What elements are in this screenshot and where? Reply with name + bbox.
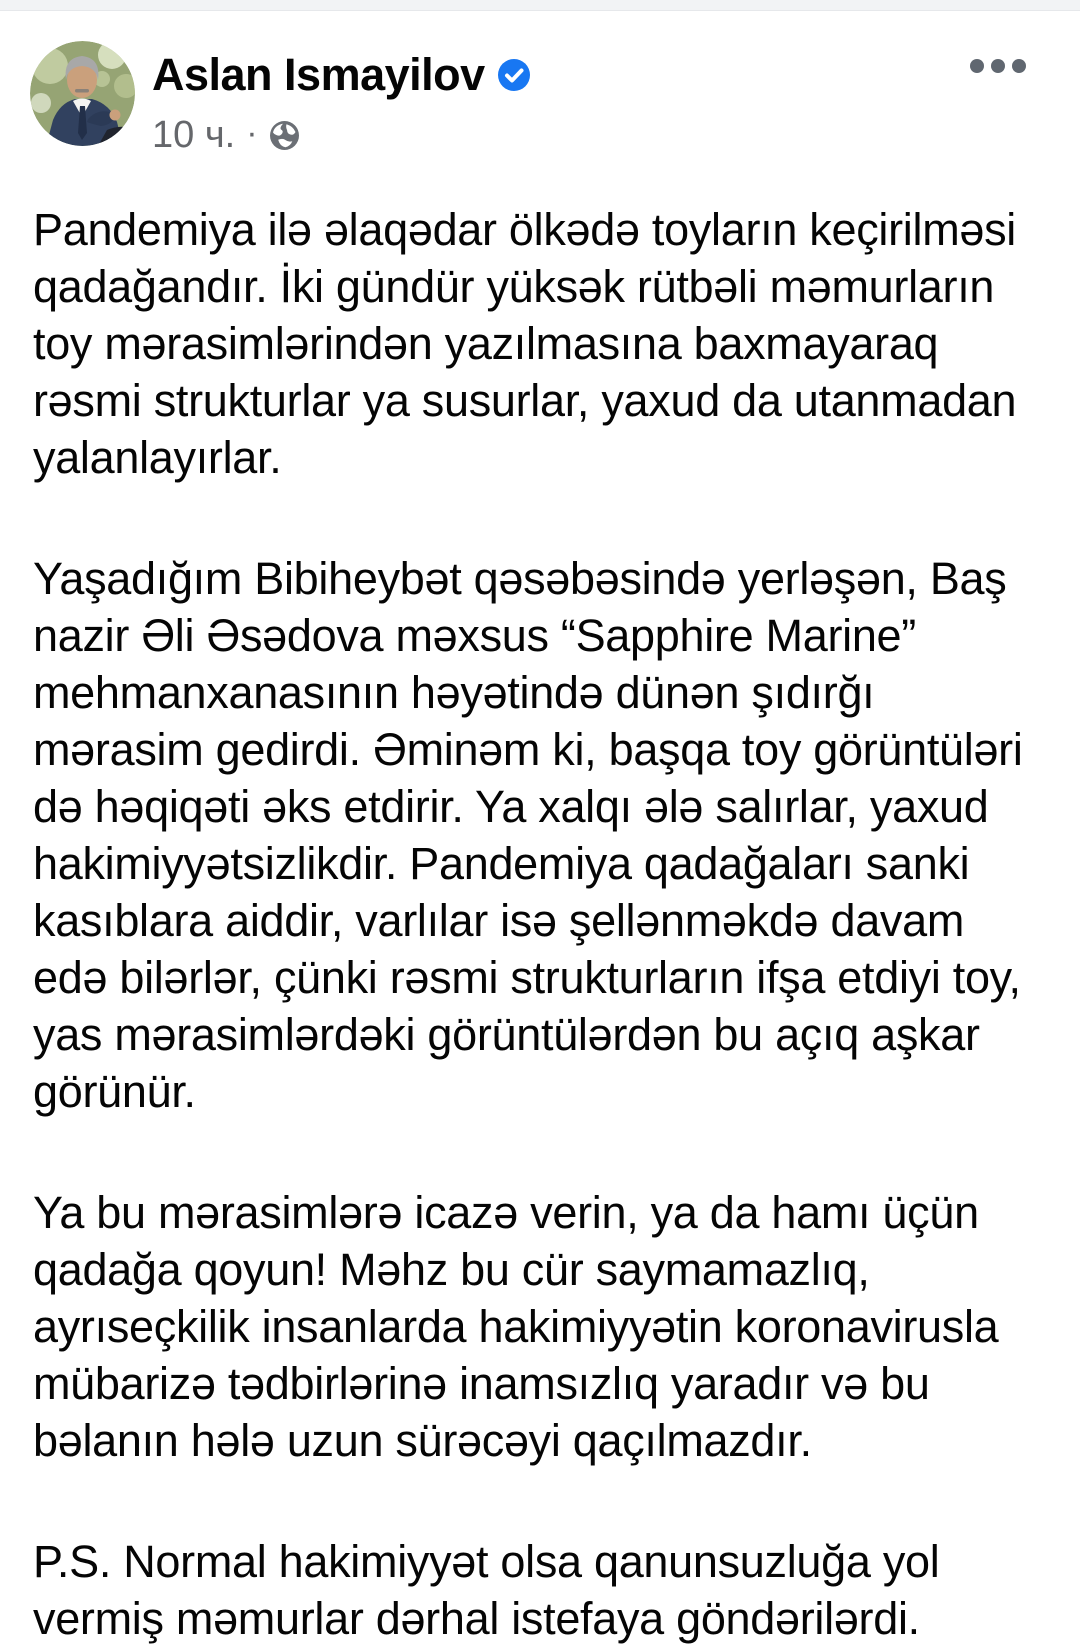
header-text-block (152, 41, 531, 157)
timestamp[interactable]: 10 ч. (152, 114, 236, 156)
ellipsis-dot (1012, 59, 1026, 73)
post-paragraph: Pandemiya ilə əlaqədar ölkədə toyların keçirilməsi qadağandır. İki gündür yüksək rütbəli məmurların toy mərasimlərindən yazılmasına baxmayaraq rəsmi strukturlar ya susurlar, yaxud da utanmadan yalanlayırlar. (33, 204, 1017, 483)
avatar[interactable] (30, 41, 135, 146)
post-paragraph: P.S. Normal hakimiyyət olsa qanunsuzluğa yol vermiş məmurlar dərhal istefaya göndərilərdi. (33, 1536, 940, 1644)
post-header (0, 11, 1080, 157)
ellipsis-dot (970, 59, 984, 73)
author-name[interactable]: Aslan Ismayilov (152, 49, 485, 100)
facebook-post (0, 11, 1080, 1644)
ellipsis-dot (991, 59, 1005, 73)
card-top-edge (0, 0, 1080, 11)
globe-privacy-icon (269, 120, 300, 151)
verified-badge-icon (497, 58, 531, 92)
meta-separator: · (246, 114, 258, 152)
post-paragraph: Ya bu mərasimlərə icazə verin, ya da hamı üçün qadağa qoyun! Məhz bu cür saymamazlıq, ayrıseçkilik insanlarda hakimiyyətin koronavirusla mübarizə tədbirlərinə inamsızlıq yaradır və bu bəlanın hələ uzun sürəcəyi qaçılmazdır. (33, 1187, 999, 1466)
post-options-button[interactable] (964, 53, 1032, 79)
post-meta-row (152, 113, 531, 157)
post-paragraph: Yaşadığım Bibiheybət qəsəbəsində yerləşən, Baş nazir Əli Əsədova məxsus “Sapphire Marine” mehmanxanasının həyətində dünən şıdırğı mərasim gedirdi. Əminəm ki, başqa toy görüntüləri də həqiqəti əks etdirir. Ya xalqı ələ salırlar, yaxud hakimiyyətsizlikdir. Pandemiya qadağaları sanki kasıblara aiddir, varlılar isə şellənməkdə davam edə bilərlər, çünki rəsmi strukturların ifşa etdiyi toy, yas mərasimlərdəki görüntülərdən bu açıq aşkar görünür. (33, 553, 1023, 1117)
post-body (0, 157, 1080, 1644)
